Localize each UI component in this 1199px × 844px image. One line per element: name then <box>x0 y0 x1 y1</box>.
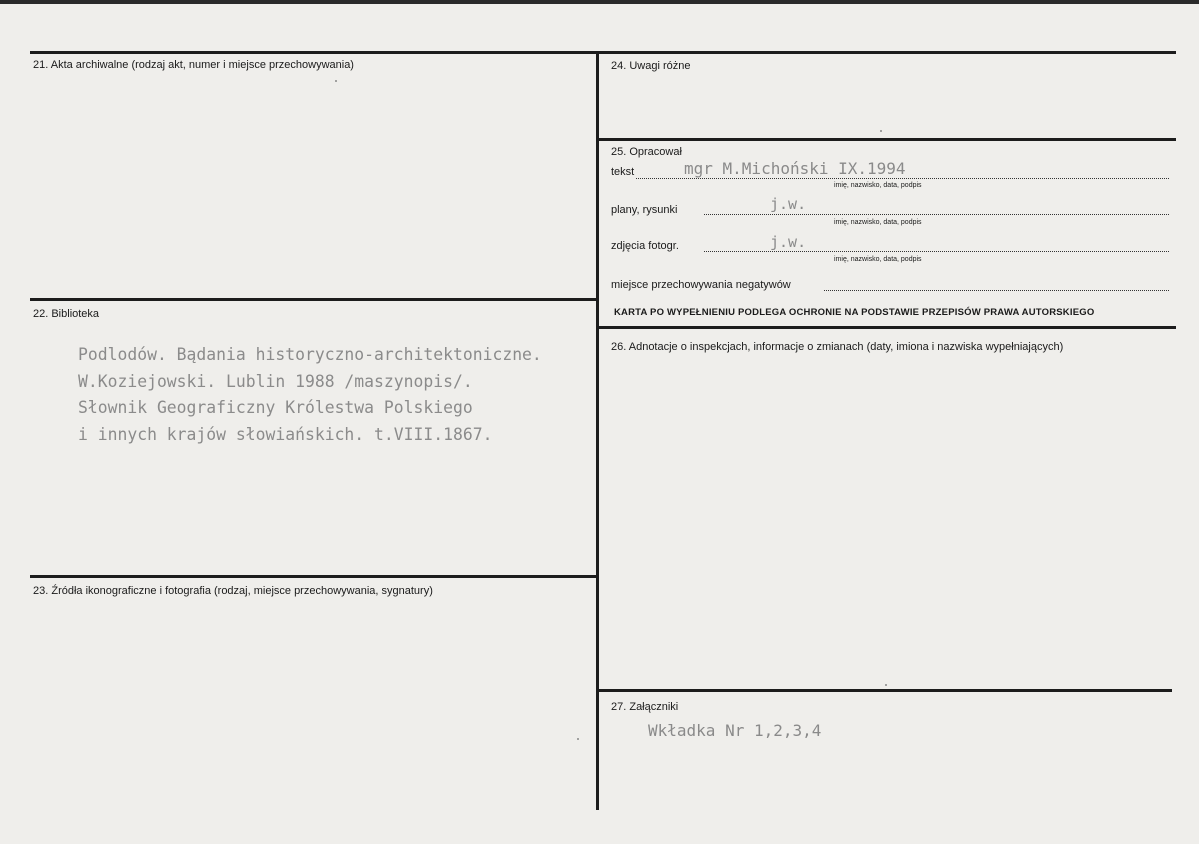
section-27-label: 27. Załączniki <box>611 701 679 713</box>
section-25-label: 25. Opracował <box>611 146 682 158</box>
paper-speck <box>885 684 887 686</box>
section-23-label: 23. Źródła ikonograficzne i fotografia (rodzaj, miejsce przechowywania, sygnatury) <box>33 585 433 597</box>
rule-right-zalaczniki <box>598 689 1172 692</box>
biblioteka-entries <box>78 342 542 448</box>
negatywy-label: miejsce przechowywania negatywów <box>611 279 791 291</box>
biblioteka-line: W.Koziejowski. Lublin 1988 /maszynopis/. <box>78 371 473 391</box>
section-26-label: 26. Adnotacje o inspekcjach, informacje o zmianach (daty, imiona i nazwiska wypełniających) <box>611 341 1064 353</box>
top-rule <box>30 51 1176 54</box>
zdjecia-dotted-line <box>704 251 1169 252</box>
rule-right-opracowal <box>598 138 1176 141</box>
tekst-value: mgr M.Michoński IX.1994 <box>684 159 906 178</box>
paper-speck <box>335 80 337 82</box>
top-edge-band <box>0 0 1199 4</box>
zalaczniki-value: Wkładka Nr 1,2,3,4 <box>648 721 822 740</box>
rule-left-zrodla <box>30 575 598 578</box>
rule-right-adnotacje <box>598 326 1176 329</box>
tekst-dotted-line <box>636 178 1169 179</box>
section-22-label: 22. Biblioteka <box>33 308 100 320</box>
negatywy-dotted-line <box>824 290 1169 291</box>
section-24-label: 24. Uwagi różne <box>611 60 691 72</box>
zdjecia-hint: imię, nazwisko, data, podpis <box>834 256 922 263</box>
section-21-label: 21. Akta archiwalne (rodzaj akt, numer i miejsce przechowywania) <box>33 59 354 71</box>
tekst-hint: imię, nazwisko, data, podpis <box>834 182 922 189</box>
zdjecia-label: zdjęcia fotogr. <box>611 240 679 252</box>
plany-value: j.w. <box>770 195 807 213</box>
biblioteka-line: Słownik Geograficzny Królestwa Polskiego <box>78 398 473 417</box>
center-divider <box>596 51 599 810</box>
zdjecia-value: j.w. <box>770 233 807 251</box>
tekst-label: tekst <box>611 166 635 178</box>
plany-hint: imię, nazwisko, data, podpis <box>834 219 922 226</box>
biblioteka-line: i innych krajów słowiańskich. t.VIII.1867. <box>78 424 493 444</box>
paper-speck <box>577 738 579 740</box>
plany-label: plany, rysunki <box>611 204 678 216</box>
plany-dotted-line <box>704 214 1169 215</box>
paper-speck <box>880 130 882 132</box>
biblioteka-line: Podlodów. Bądania historyczno-architektoniczne. <box>78 345 542 364</box>
copyright-notice: KARTA PO WYPEŁNIENIU PODLEGA OCHRONIE NA PODSTAWIE PRZEPISÓW PRAWA AUTORSKIEGO <box>614 307 1095 318</box>
rule-left-biblioteka <box>30 298 598 301</box>
